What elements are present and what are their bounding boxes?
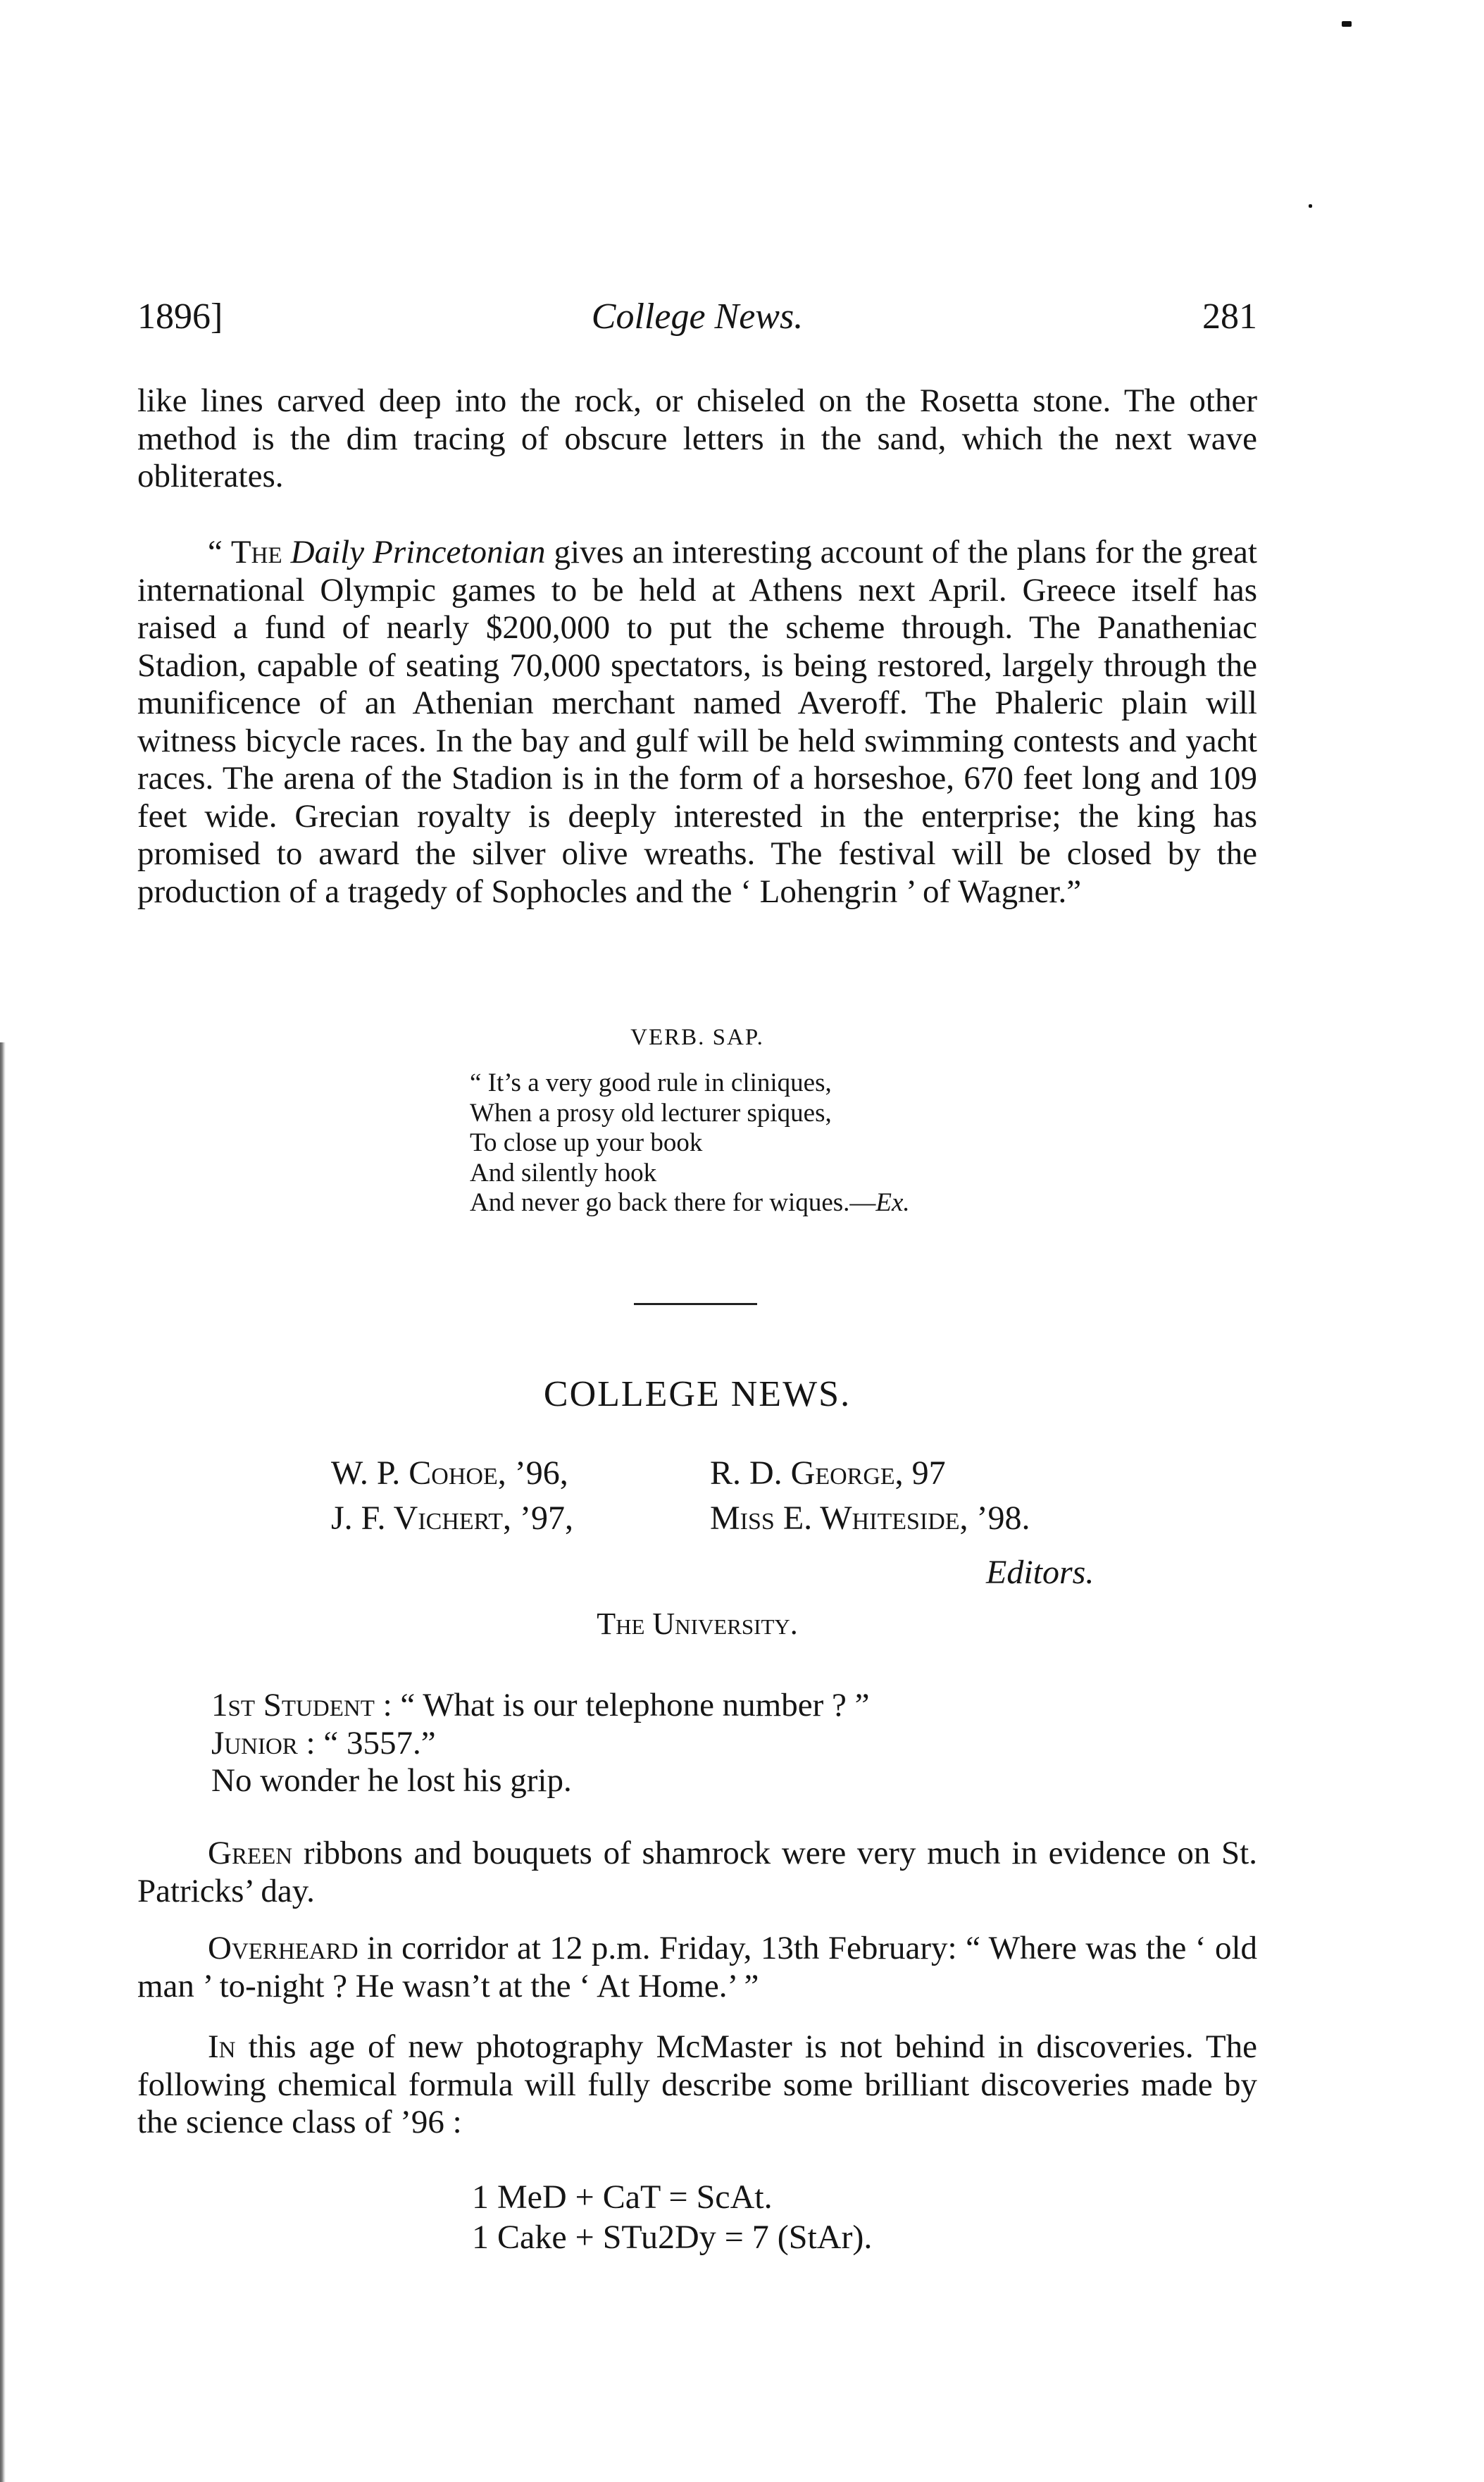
verse xyxy=(470,1068,910,1218)
page-number: 281 xyxy=(1202,297,1257,337)
verse-line: To close up your book xyxy=(470,1128,703,1157)
dialogue-text: : “ 3557.” xyxy=(297,1724,436,1761)
lead-word: The xyxy=(230,534,282,570)
paragraph-photography xyxy=(137,2028,1257,2142)
paragraph-overheard xyxy=(137,1930,1257,2005)
paragraph-body: in corridor at 12 p.m. Friday, 13th February: “ Where was the ‘ old man ’ to-night ? He wasn’t at the ‘ At Home.’ ” xyxy=(137,1930,1257,2004)
verse-line xyxy=(470,1188,910,1218)
scan-edge-shadow xyxy=(0,1042,6,2482)
editor-name: R. D. George, 97 xyxy=(710,1454,946,1492)
paragraph-green-ribbons xyxy=(137,1835,1257,1910)
open-quote: “ xyxy=(208,534,231,570)
paragraph-olympic-body: gives an interesting account of the plans for the great international Olympic games to be held at Athens next April. Greece itself has raised a fund of nearly $200,000 to put the scheme through. The Panatheniac Stadion, capable of seating 70,000 spectators, is being restored, largely through the munificence of an Athenian merchant named Averoff. The Phaleric plain will witness bicycle races. In the bay and gulf will be held swimming contests and yacht races. The arena of the Stadion is in the form of a horseshoe, 670 feet long and 109 feet wide. Grecian royalty is deeply interested in the enterprise; the king has promised to award the silver olive wreaths. The festival will be closed by the production of a tragedy of Sophocles and the ‘ Lohengrin ’ of Wagner.” xyxy=(137,534,1257,910)
dialogue xyxy=(137,1687,1257,1800)
lead-word: Overheard xyxy=(208,1930,358,1966)
paragraph-olympic-games xyxy=(137,534,1257,911)
verse-line: “ It’s a very good rule in cliniques, xyxy=(470,1068,832,1097)
editor-name: J. F. Vichert, ’97, xyxy=(331,1499,574,1537)
editor-name: W. P. Cohoe, ’96, xyxy=(331,1454,568,1492)
publication-title: Daily Princetonian xyxy=(290,534,546,570)
dialogue-text: : “ What is our telephone number ? ” xyxy=(374,1687,870,1723)
paragraph-body: ribbons and bouquets of shamrock were very much in evidence on St. Patricks’ day. xyxy=(137,1835,1257,1909)
paragraph-rosetta: like lines carved deep into the rock, or chiseled on the Rosetta stone. The other method is the dim tracing of obscure letters in the sand, which the next wave obliterates. xyxy=(137,382,1257,494)
speaker: Junior xyxy=(211,1724,298,1761)
section-divider xyxy=(634,1303,757,1305)
lead-word: Green xyxy=(208,1835,293,1871)
scan-speck xyxy=(1309,204,1312,208)
verse-source: Ex. xyxy=(875,1188,910,1217)
running-head xyxy=(137,296,1257,345)
section-heading: COLLEGE NEWS. xyxy=(543,1374,852,1414)
editor-name: Miss E. Whiteside, ’98. xyxy=(710,1499,1030,1537)
dialogue-end: No wonder he lost his grip. xyxy=(211,1762,572,1799)
formula-line: 1 Cake + STu2Dy = 7 (StAr). xyxy=(472,2219,873,2256)
speaker: 1st Student xyxy=(211,1687,375,1723)
verse-line-text: And never go back there for wiques.— xyxy=(470,1188,876,1217)
dialogue-line xyxy=(137,1725,1257,1763)
verse-line: When a prosy old lecturer spiques, xyxy=(470,1098,832,1128)
paragraph-body: this age of new photography McMaster is not behind in discoveries. The following chemical formula will fully describe some brilliant discoveries made by the science class of ’96 : xyxy=(137,2028,1257,2140)
verse-line: And silently hook xyxy=(470,1158,657,1187)
verse-title: VERB. SAP. xyxy=(630,1025,764,1050)
dialogue-line xyxy=(137,1687,1257,1725)
running-head-title: College News. xyxy=(591,297,804,337)
scan-speck xyxy=(1342,21,1352,27)
running-head-year: 1896] xyxy=(137,297,223,337)
subsection-heading: The University. xyxy=(597,1607,798,1641)
lead-word: In xyxy=(208,2028,236,2065)
editors-label: Editors. xyxy=(986,1554,1095,1591)
editors-right-column xyxy=(710,1451,1030,1541)
formula-line: 1 MeD + CaT = ScAt. xyxy=(472,2178,773,2216)
editors-left-column xyxy=(331,1451,573,1541)
